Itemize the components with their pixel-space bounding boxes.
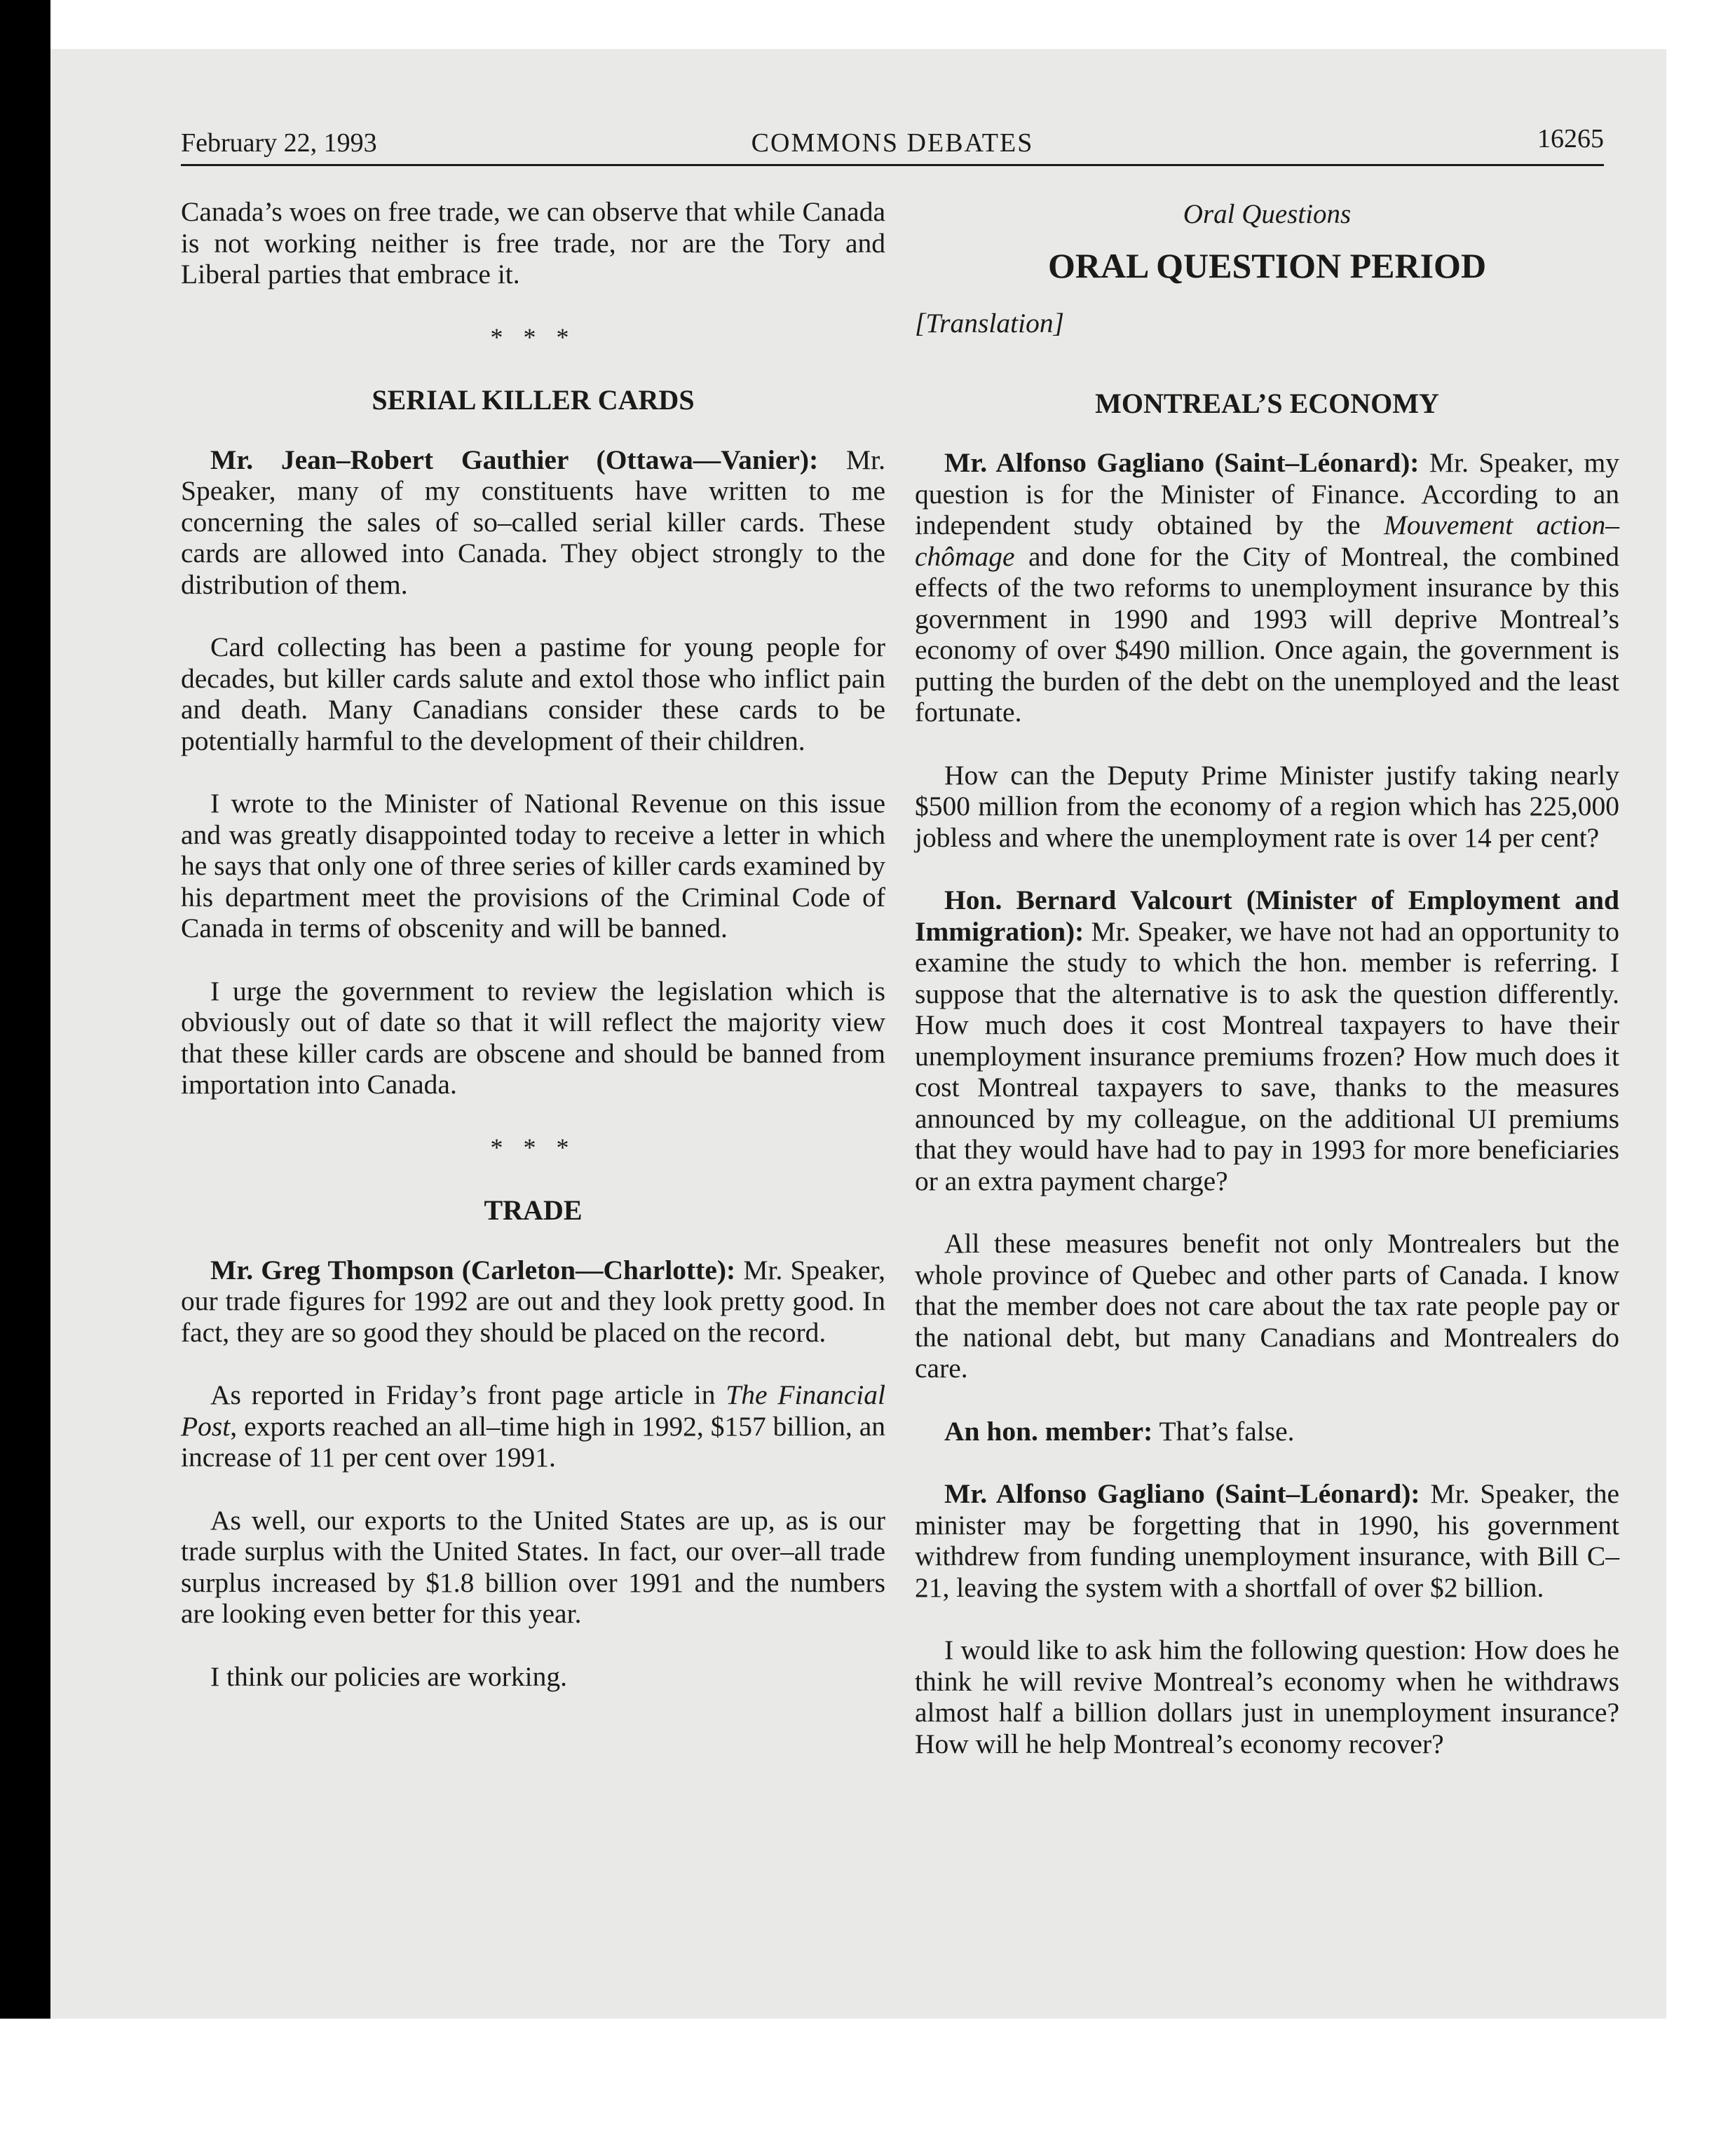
speaker-name: Mr. Alfonso Gagliano (Saint–Léonard):: [944, 447, 1420, 478]
speech-paragraph: Mr. Alfonso Gagliano (Saint–Léonard): Mr. Speaker, the minister may be forgetting that in 1990, his government withdrew from funding unemployment insurance, with Bill C–21, leaving the system with a shortfall of over $2 billion.: [915, 1478, 1619, 1603]
header-title: COMMONS DEBATES: [751, 128, 1034, 158]
section-separator: * * *: [490, 1133, 576, 1161]
paragraph: Card collecting has been a pastime for young people for decades, but killer cards salute and extol those who inflict pain and death. Many Canadians consider these cards to be potentially harmful to the development of their children.: [181, 632, 885, 756]
main-heading: ORAL QUESTION PERIOD: [1047, 245, 1487, 285]
header-date: February 22, 1993: [181, 128, 377, 158]
publication-title: The Financial Post: [181, 1379, 885, 1442]
speech-paragraph: Mr. Greg Thompson (Carleton—Charlotte): Mr. Speaker, our trade figures for 1992 are out and they look pretty good. In fact, they are so good they should be placed on the record.: [181, 1254, 886, 1348]
page-number: 16265: [1537, 124, 1604, 153]
section-heading-montreal-economy: MONTREAL’S ECONOMY: [1095, 387, 1439, 419]
speaker-name: Mr. Jean–Robert Gauthier (Ottawa—Vanier):: [210, 444, 819, 475]
section-label: Oral Questions: [1183, 199, 1352, 229]
section-heading-trade: TRADE: [484, 1194, 583, 1226]
speech-paragraph: Mr. Alfonso Gagliano (Saint–Léonard): Mr. Speaker, my question is for the Minister of Finance. According to an independent study obtained by the Mouvement action–chômage and done for the City of Montreal, the combined effects of the two reforms to unemployment insurance by this government in 1990 and 1993 will deprive Montreal’s economy of over $490 million. Once again, the government is putting the burden of the debt on the unemployed and the least fortunate.: [915, 447, 1619, 728]
speech-paragraph: Hon. Bernard Valcourt (Minister of Employment and Immigration): Mr. Speaker, we have not had an opportunity to examine the study to which the hon. member is referring. I suppose that the alternative is to ask the question differently. How much does it cost Montreal taxpayers to have their unemployment insurance premiums frozen? How much does it cost Montreal taxpayers to save, thanks to the measures announced by my colleague, on the additional UI premiums that they would have had to pay in 1993 for more beneficiaries or an extra payment charge?: [915, 885, 1619, 1196]
paragraph: I would like to ask him the following question: How does he think he will revive Montreal’s economy when he withdraws almost half a billion dollars just in unemployment insurance? How will he help Montreal’s economy recover?: [915, 1635, 1619, 1759]
paragraph: Canada’s woes on free trade, we can observe that while Canada is not working neither is free trade, nor are the Tory and Liberal parties that embrace it.: [181, 196, 885, 289]
header-rule: [181, 164, 1604, 166]
organization-name: Mouvement action–chômage: [915, 510, 1619, 572]
speaker-name: Hon. Bernard Valcourt (Minister of Employment and Immigration):: [915, 885, 1619, 947]
paragraph: I urge the government to review the legislation which is obviously out of date so that it will reflect the majority view that these killer cards are obscene and should be banned from importation into Canada.: [181, 975, 885, 1100]
left-column: [181, 196, 885, 1724]
paragraph: All these measures benefit not only Montrealers but the whole province of Quebec and other parts of Canada. I know that the member does not care about the tax rate people pay or the national debt, but many Canadians and Montrealers do care.: [915, 1228, 1619, 1384]
speech-paragraph: An hon. member: That’s false.: [944, 1415, 1295, 1447]
paragraph: How can the Deputy Prime Minister justify taking nearly $500 million from the economy of a region which has 225,000 jobless and where the unemployment rate is over 14 per cent?: [915, 759, 1619, 853]
translation-note: [Translation]: [915, 308, 1064, 339]
section-separator: * * *: [490, 322, 576, 351]
speaker-name: Mr. Alfonso Gagliano (Saint–Léonard):: [944, 1478, 1420, 1509]
paragraph: As well, our exports to the United States are up, as is our trade surplus with the United States. In fact, our over–all trade surplus increased by $1.8 billion over 1991 and the numbers are looking even better for this year.: [181, 1504, 885, 1629]
right-column: [915, 196, 1619, 1791]
paragraph: I wrote to the Minister of National Revenue on this issue and was greatly disappointed today to receive a letter in which he says that only one of three series of killer cards examined by his department meet the provisions of the Criminal Code of Canada in terms of obscenity and will be banned.: [181, 788, 885, 943]
page-header: [181, 121, 1604, 163]
scan-margin: [0, 2019, 1735, 2156]
paragraph: As reported in Friday’s front page article in The Financial Post, exports reached an all–time high in 1992, $157 billion, an increase of 11 per cent over 1991.: [181, 1379, 885, 1473]
scan-border: [0, 0, 50, 2019]
speaker-name: An hon. member:: [944, 1415, 1153, 1447]
speech-paragraph: Mr. Jean–Robert Gauthier (Ottawa—Vanier): Mr. Speaker, many of my constituents have written to me concerning the sales of so–called serial killer cards. These cards are allowed into Canada. They object strongly to the distribution of them.: [181, 444, 885, 600]
paragraph: I think our policies are working.: [210, 1660, 567, 1692]
section-heading-serial-killer-cards: SERIAL KILLER CARDS: [372, 384, 695, 416]
speaker-name: Mr. Greg Thompson (Carleton—Charlotte):: [210, 1254, 736, 1285]
